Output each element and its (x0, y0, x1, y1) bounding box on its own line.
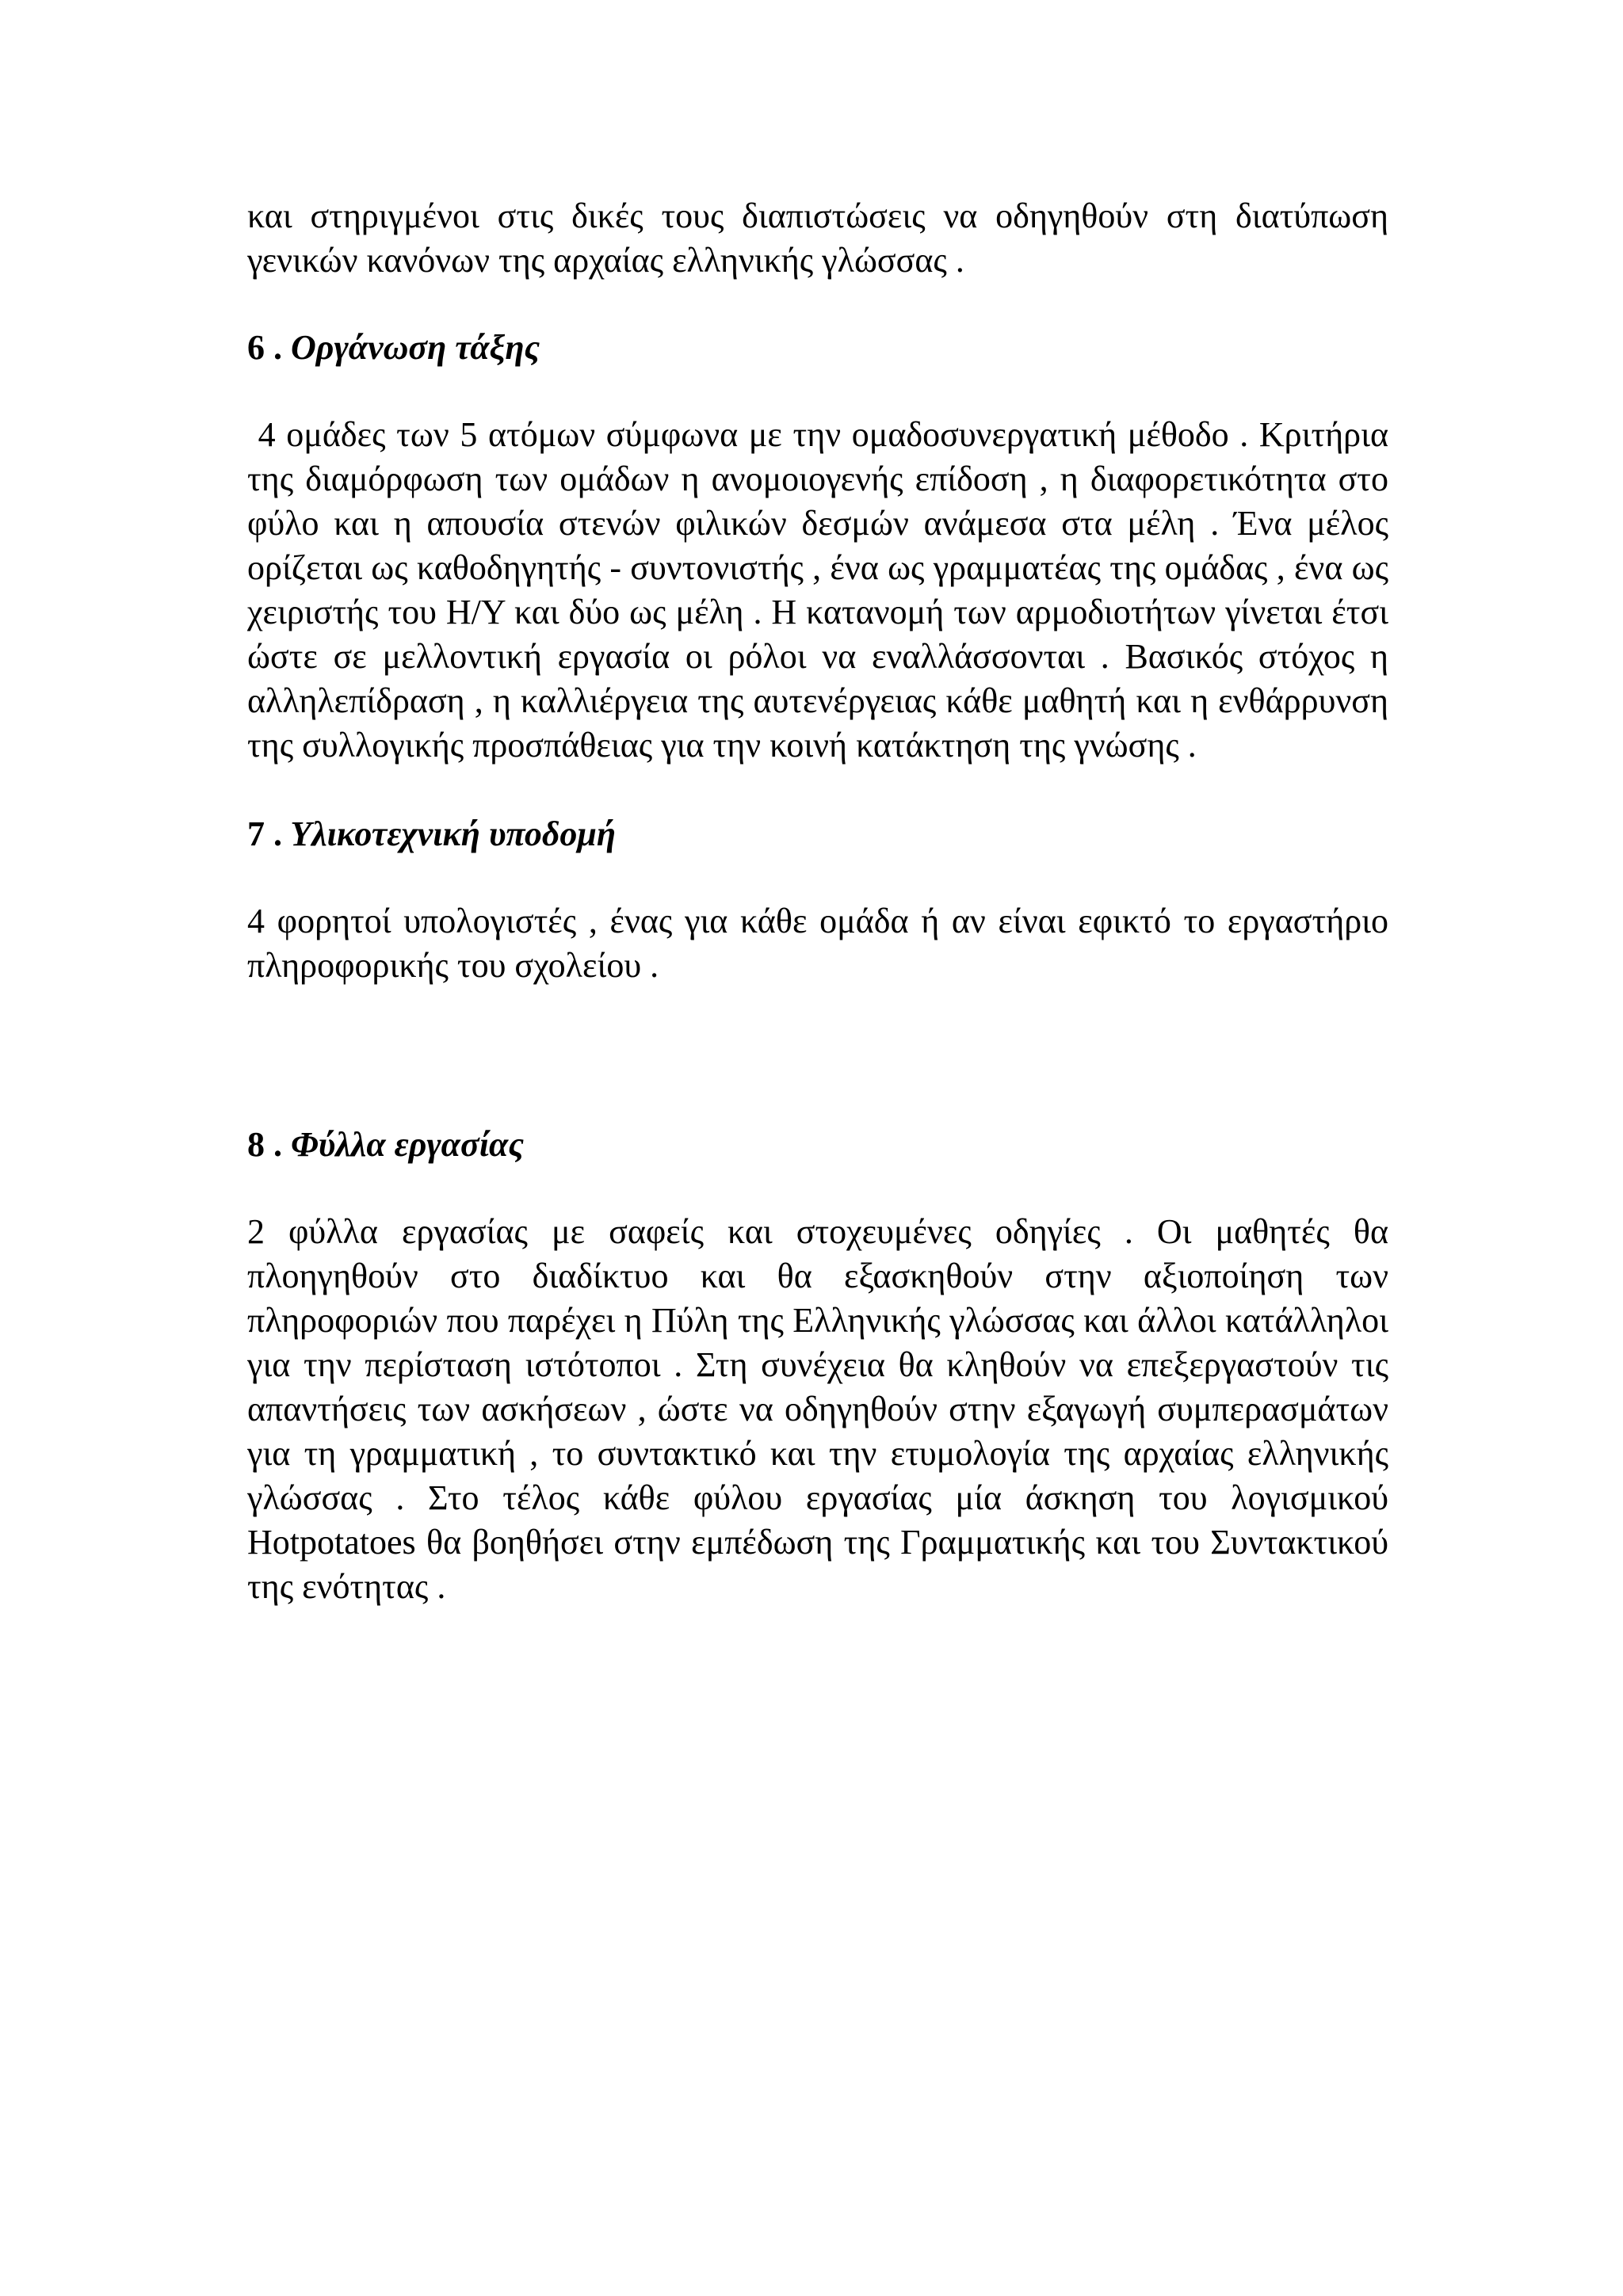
spacer (247, 1167, 1388, 1210)
section-title: Οργάνωση τάξης (291, 328, 540, 367)
spacer (247, 768, 1388, 812)
section-title: Υλικοτεχνική υποδομή (290, 814, 617, 853)
spacer (247, 988, 1388, 1123)
section-body-6: 4 ομάδες των 5 ατόμων σύμφωνα με την ομαδοσυνεργατική μέθοδο . Κριτήρια της διαμόρφωση των ομάδων η ανομοιογενής επίδοση , η διαφορετικότητα στο φύλο και η απουσία στενών φιλικών δεσμών ανάμεσα στα μέλη . Ένα μέλος ορίζεται ως καθοδηγητής - συντονιστής , ένα ως γραμματέας της ομάδας , ένα ως χειριστής του Η/Υ και δύο ως μέλη . Η κατανομή των αρμοδιοτήτων γίνεται έτσι ώστε σε μελλοντική εργασία οι ρόλοι να εναλλάσσονται . Βασικός στόχος η αλληλεπίδραση , η καλλιέργεια της αυτενέργειας κάθε μαθητή και η ενθάρρυνση της συλλογικής προσπάθειας για την κοινή κατάκτηση της γνώσης . (247, 415, 1398, 765)
intro-paragraph: και στηριγμένοι στις δικές τους διαπιστώσεις να οδηγηθούν στη διατύπωση γενικών κανόνων της αρχαίας ελληνικής γλώσσας . (247, 196, 1388, 280)
section-heading-6 (247, 326, 1388, 370)
section-body-8: 2 φύλλα εργασίας με σαφείς και στοχευμένες οδηγίες . Οι μαθητές θα πλοηγηθούν στο διαδίκτυο και θα εξασκηθούν στην αξιοποίηση των πληροφοριών που παρέχει η Πύλη της Ελληνικής γλώσσας και άλλοι κατάλληλοι για την περίσταση ιστότοποι . Στη συνέχεια θα κληθούν να επεξεργαστούν τις απαντήσεις των ασκήσεων , ώστε να οδηγηθούν στην εξαγωγή συμπερασμάτων για τη γραμματική , το συντακτικό και την ετυμολογία της αρχαίας ελληνικής γλώσσας . Στο τέλος κάθε φύλου εργασίας μία άσκηση του λογισμικού Hotpotatoes θα βοηθήσει στην εμπέδωση της Γραμματικής και του Συντακτικού της ενότητας . (247, 1212, 1388, 1606)
spacer (247, 370, 1388, 413)
section-body-7: 4 φορητοί υπολογιστές , ένας για κάθε ομάδα ή αν είναι εφικτό το εργαστήριο πληροφορικής του σχολείου . (247, 902, 1388, 985)
section-title: Φύλλα εργασίας (291, 1125, 524, 1164)
spacer (247, 856, 1388, 899)
section-number: 6 . (247, 328, 282, 367)
section-number: 7 . (247, 814, 282, 853)
section-heading-8 (247, 1123, 1388, 1167)
section-heading-7 (247, 812, 1388, 856)
spacer (247, 283, 1388, 326)
document-body (247, 194, 1398, 1609)
section-number: 8 . (247, 1125, 282, 1164)
